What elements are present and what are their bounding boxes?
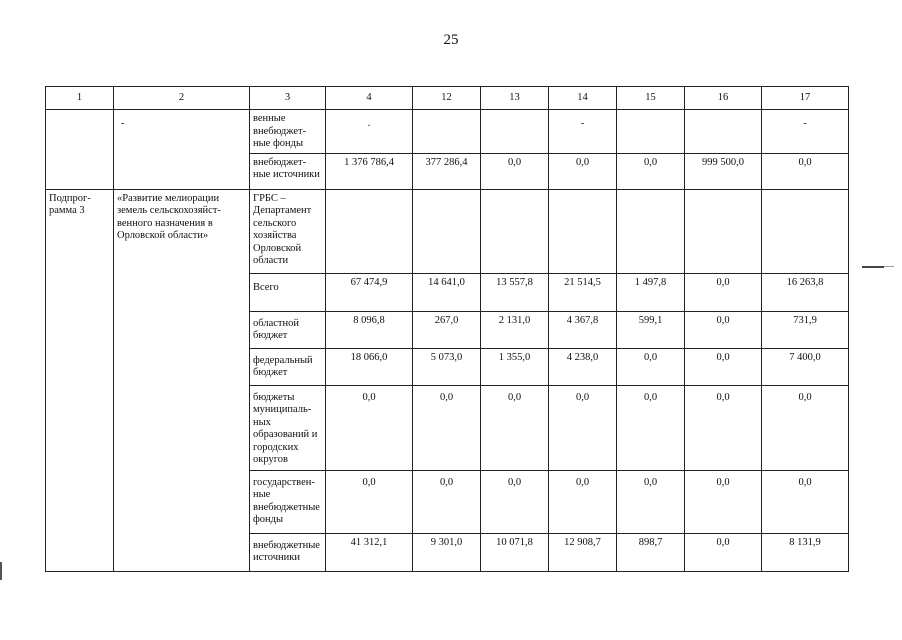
table-row [46, 110, 849, 154]
table-cell: 4 238,0 [549, 348, 617, 385]
table-cell: 999 500,0 [685, 153, 762, 189]
table-cell: 377 286,4 [413, 153, 481, 189]
table-cell: 0,0 [413, 470, 481, 533]
table-cell: 0,0 [617, 153, 685, 189]
row-label: бюджеты муниципаль-ных образований и городских округов [250, 385, 326, 470]
table-cell: 731,9 [762, 311, 849, 348]
column-header: 3 [250, 87, 326, 110]
table-cell: 8 131,9 [762, 533, 849, 571]
grbs-label: ГРБС – Департамент сельского хозяйства Орловской области [250, 189, 326, 273]
budget-table [45, 86, 849, 572]
table-cell: 898,7 [617, 533, 685, 571]
scan-mark: - [803, 118, 807, 129]
column-header: 13 [481, 87, 549, 110]
column-header: 12 [413, 87, 481, 110]
table-cell [481, 189, 549, 273]
column-header: 14 [549, 87, 617, 110]
table-cell: 0,0 [762, 385, 849, 470]
table-cell: 0,0 [685, 470, 762, 533]
column-header: 2 [114, 87, 250, 110]
table-cell: 5 073,0 [413, 348, 481, 385]
column-header: 1 [46, 87, 114, 110]
table-cell: 9 301,0 [413, 533, 481, 571]
table-cell: 0,0 [549, 470, 617, 533]
table-cell: 0,0 [685, 311, 762, 348]
table-cell [326, 189, 413, 273]
row-label: венные внебюджет-ные фонды [250, 110, 326, 154]
table-cell: 0,0 [762, 153, 849, 189]
table-cell: 0,0 [326, 470, 413, 533]
header-row [46, 87, 849, 110]
table-cell [413, 189, 481, 273]
page-number: 25 [443, 32, 459, 48]
table-cell: 16 263,8 [762, 273, 849, 311]
table-cell: 13 557,8 [481, 273, 549, 311]
scan-margin-mark [862, 266, 884, 268]
table-cell [549, 189, 617, 273]
table-cell [685, 189, 762, 273]
scan-mark: . [367, 118, 371, 129]
table-cell: 21 514,5 [549, 273, 617, 311]
table-cell: 0,0 [685, 385, 762, 470]
table-cell: 0,0 [326, 385, 413, 470]
table-cell: 599,1 [617, 311, 685, 348]
table-cell [617, 189, 685, 273]
row-label: внебюджет-ные источники [250, 153, 326, 189]
table-cell: 0,0 [685, 533, 762, 571]
table-cell: 0,0 [481, 470, 549, 533]
table-cell: 1 355,0 [481, 348, 549, 385]
column-header: 16 [685, 87, 762, 110]
table-cell: 0,0 [481, 153, 549, 189]
table-cell [326, 110, 413, 154]
table-cell: 0,0 [617, 470, 685, 533]
scan-edge-mark [0, 562, 2, 580]
table-row [46, 189, 849, 273]
table-cell: 0,0 [685, 273, 762, 311]
table-cell: 0,0 [617, 348, 685, 385]
table-cell [617, 110, 685, 154]
table-cell [685, 110, 762, 154]
table-cell: 0,0 [762, 470, 849, 533]
table-cell [762, 189, 849, 273]
table-cell: 2 131,0 [481, 311, 549, 348]
table-cell: 267,0 [413, 311, 481, 348]
table-cell [762, 110, 849, 154]
table-cell: 14 641,0 [413, 273, 481, 311]
table-cell [481, 110, 549, 154]
table-cell: 0,0 [685, 348, 762, 385]
table-cell: 7 400,0 [762, 348, 849, 385]
table-cell: 0,0 [413, 385, 481, 470]
table-cell: 18 066,0 [326, 348, 413, 385]
table-cell: 0,0 [617, 385, 685, 470]
row-label: федеральный бюджет [250, 348, 326, 385]
scan-mark: - [580, 118, 585, 129]
table-cell: 41 312,1 [326, 533, 413, 571]
table-cell: 1 497,8 [617, 273, 685, 311]
row-label: областной бюджет [250, 311, 326, 348]
subprogram-code: Подпрог-рамма 3 [46, 189, 114, 571]
column-header: 15 [617, 87, 685, 110]
table-cell: 0,0 [549, 385, 617, 470]
table-cell: 0,0 [549, 153, 617, 189]
scan-margin-mark [884, 266, 894, 267]
row-label: государствен-ные внебюджетные фонды [250, 470, 326, 533]
subprogram-name: «Развитие мелиорации земель сельскохозяйст-венного назначения в Орловской области» [114, 189, 250, 571]
table-cell: 10 071,8 [481, 533, 549, 571]
prev-code-cell [46, 110, 114, 190]
table-cell: 67 474,9 [326, 273, 413, 311]
table-cell: 8 096,8 [326, 311, 413, 348]
table-cell: 4 367,8 [549, 311, 617, 348]
scan-mark: - [121, 118, 125, 129]
table-cell [549, 110, 617, 154]
column-header: 17 [762, 87, 849, 110]
column-header: 4 [326, 87, 413, 110]
table-cell: 0,0 [481, 385, 549, 470]
prev-name-cell [114, 110, 250, 190]
table-cell: 1 376 786,4 [326, 153, 413, 189]
table-cell: 12 908,7 [549, 533, 617, 571]
table-cell [413, 110, 481, 154]
row-label: внебюджетные источники [250, 533, 326, 571]
row-label: Всего [250, 273, 326, 311]
